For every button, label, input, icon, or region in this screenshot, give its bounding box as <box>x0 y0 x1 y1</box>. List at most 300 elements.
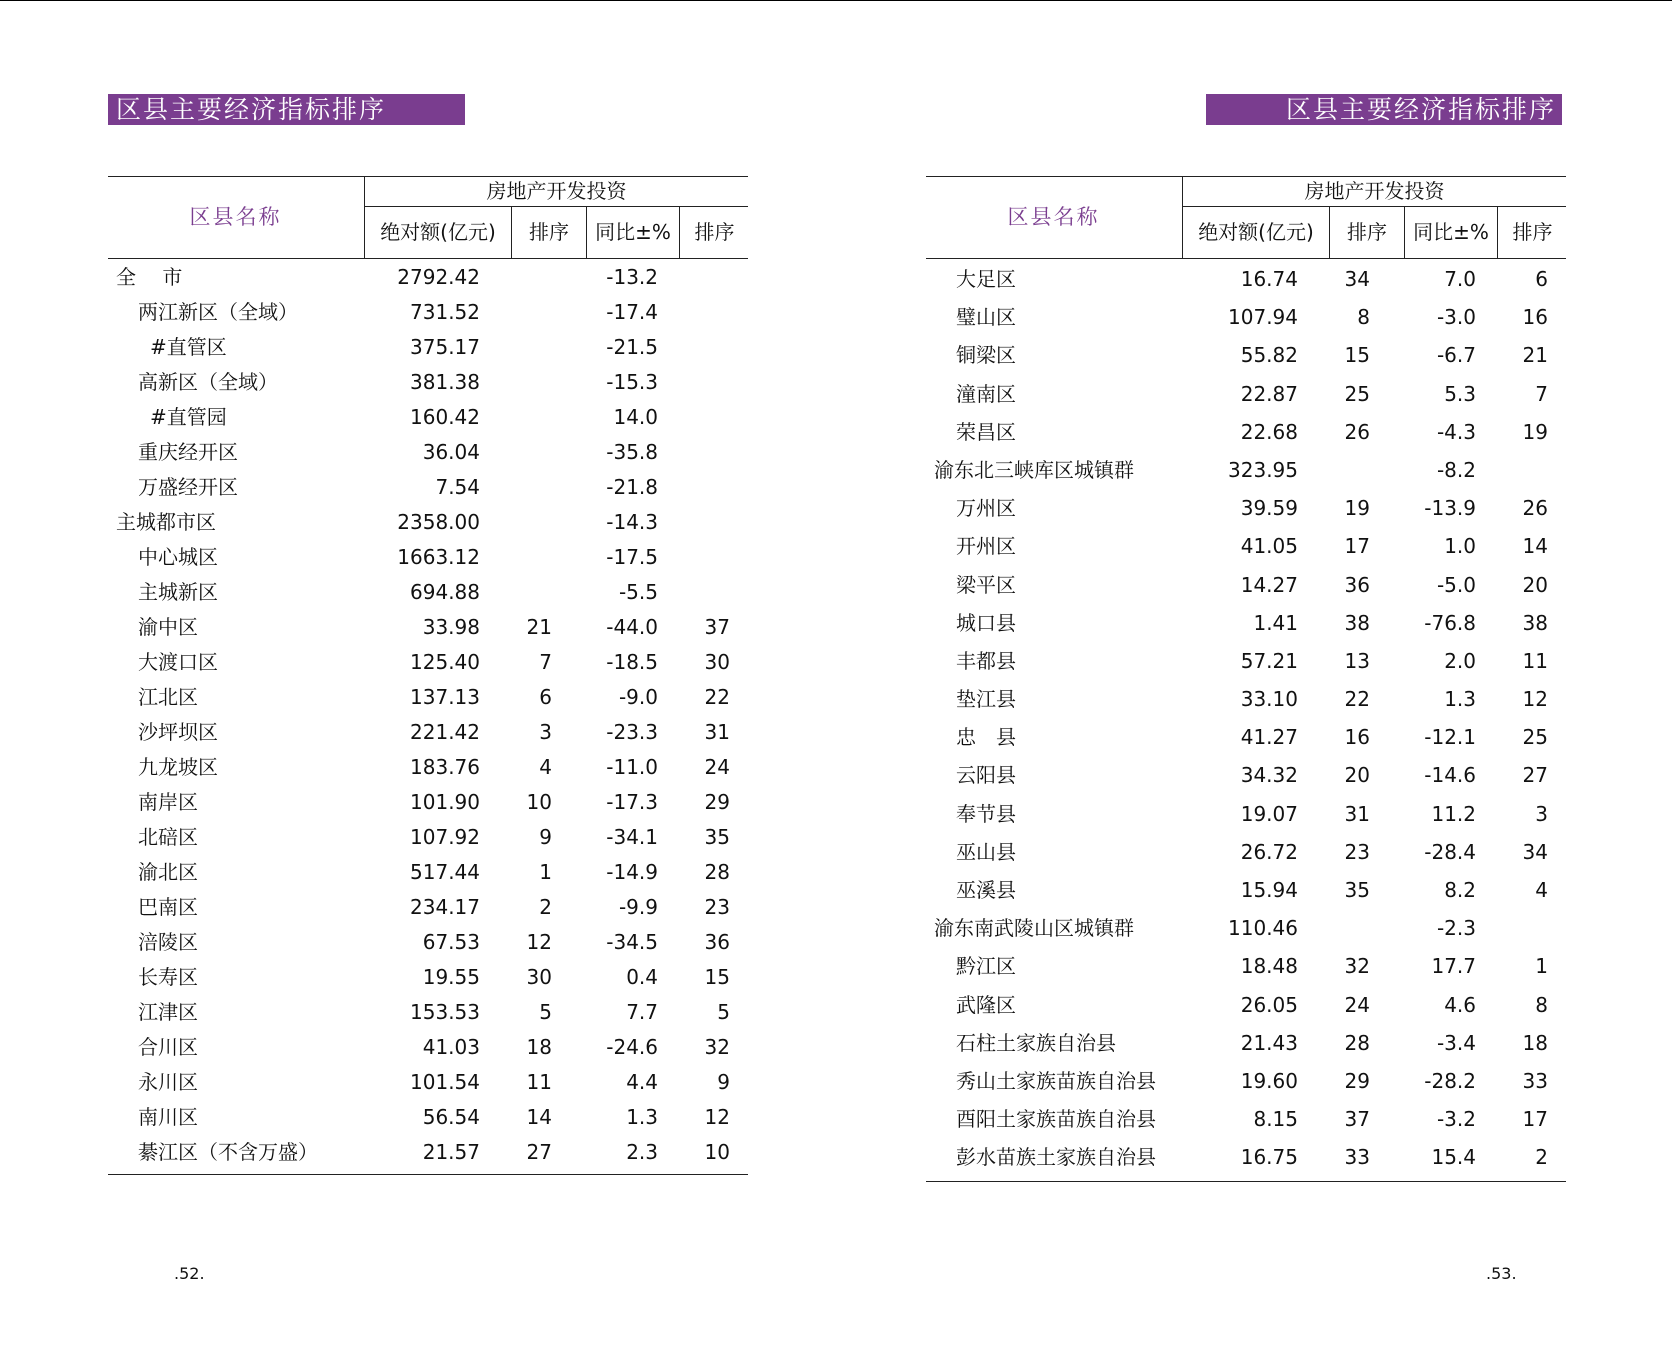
yoy-rank-cell: 21 <box>1522 343 1548 368</box>
yoy-change-cell: 4.6 <box>1444 992 1476 1017</box>
absolute-value-cell: 125.40 <box>410 650 480 674</box>
rank-cell: 37 <box>1344 1107 1370 1132</box>
column-header-name: 区县名称 <box>189 205 282 229</box>
yoy-change-cell: 1.0 <box>1444 534 1476 559</box>
rank-cell: 30 <box>526 965 552 989</box>
yoy-change-cell: -21.5 <box>606 335 658 359</box>
table-row <box>108 295 748 330</box>
yoy-change-cell: -9.9 <box>618 895 658 919</box>
yoy-rank-cell: 4 <box>1535 878 1548 902</box>
table-row <box>926 604 1566 642</box>
yoy-rank-cell: 17 <box>1522 1107 1548 1132</box>
district-name-cell: #直管园 <box>150 405 227 429</box>
rank-cell: 29 <box>1344 1068 1370 1093</box>
rank-cell: 17 <box>1344 534 1370 559</box>
table-body-right <box>926 260 1566 1177</box>
absolute-value-cell: 137.13 <box>410 685 480 709</box>
table-row <box>108 960 748 995</box>
yoy-rank-cell: 22 <box>704 685 730 709</box>
top-border-line <box>0 0 1672 1</box>
yoy-rank-cell: 30 <box>704 650 730 674</box>
yoy-rank-cell: 37 <box>704 615 730 639</box>
yoy-change-cell: 15.4 <box>1431 1145 1476 1170</box>
yoy-change-cell: 4.4 <box>626 1070 658 1094</box>
yoy-change-cell: 7.0 <box>1444 267 1476 291</box>
table-row <box>108 505 748 540</box>
table-row <box>108 400 748 435</box>
yoy-change-cell: -35.8 <box>606 440 658 464</box>
district-name-cell: 垫江县 <box>956 687 1016 712</box>
table-row <box>108 1100 748 1135</box>
yoy-rank-cell: 34 <box>1522 839 1548 864</box>
header-bottom-rule <box>926 258 1566 259</box>
table-row <box>926 986 1566 1024</box>
yoy-change-cell: -18.5 <box>606 650 658 674</box>
yoy-change-cell: -13.2 <box>606 265 658 289</box>
rank-cell: 35 <box>1344 878 1370 902</box>
district-name-cell: 江北区 <box>138 685 198 709</box>
yoy-change-cell: -11.0 <box>606 755 658 779</box>
absolute-value-cell: 14.27 <box>1240 572 1298 597</box>
table-row <box>108 610 748 645</box>
district-name-cell: 渝中区 <box>138 615 198 639</box>
absolute-value-cell: 15.94 <box>1240 878 1298 902</box>
yoy-change-cell: -14.9 <box>606 860 658 884</box>
table-header <box>108 176 748 258</box>
absolute-value-cell: 34.32 <box>1240 763 1298 788</box>
absolute-value-cell: 56.54 <box>422 1105 480 1129</box>
district-name-cell: 南岸区 <box>138 790 198 814</box>
table-row <box>926 909 1566 947</box>
district-name-cell: 彭水苗族土家族自治县 <box>956 1145 1156 1170</box>
absolute-value-cell: 8.15 <box>1253 1107 1298 1132</box>
table-row <box>926 718 1566 756</box>
absolute-value-cell: 33.98 <box>422 615 480 639</box>
absolute-value-cell: 381.38 <box>410 370 480 394</box>
rank-cell: 21 <box>526 615 552 639</box>
rank-cell: 14 <box>526 1105 552 1129</box>
district-name-cell: 渝北区 <box>138 860 198 884</box>
absolute-value-cell: 57.21 <box>1240 648 1298 673</box>
column-group-header: 房地产开发投资 <box>364 176 748 206</box>
rank-cell: 6 <box>539 685 552 709</box>
column-header-abs: 绝对额(亿元) <box>380 220 496 244</box>
yoy-change-cell: -17.4 <box>606 300 658 324</box>
yoy-change-cell: -4.3 <box>1436 419 1476 444</box>
yoy-rank-cell: 32 <box>704 1035 730 1059</box>
column-header-name: 区县名称 <box>1007 205 1100 229</box>
yoy-change-cell: -3.4 <box>1436 1030 1476 1055</box>
district-name-cell: 涪陵区 <box>138 930 198 954</box>
yoy-change-cell: -17.5 <box>606 545 658 569</box>
table-row <box>926 871 1566 909</box>
district-name-cell: 高新区（全域） <box>138 370 278 394</box>
yoy-rank-cell: 9 <box>717 1070 730 1094</box>
rank-cell: 27 <box>526 1140 552 1164</box>
table-row <box>108 1030 748 1065</box>
table-bottom-rule <box>108 1174 748 1175</box>
page-number-left: .52. <box>174 1264 205 1283</box>
table-row <box>108 540 748 575</box>
table-row <box>108 855 748 890</box>
yoy-change-cell: -23.3 <box>606 720 658 744</box>
rank-cell: 19 <box>1344 496 1370 521</box>
absolute-value-cell: 41.05 <box>1240 534 1298 559</box>
column-header-rank2: 排序 <box>679 207 749 258</box>
district-name-cell: 大足区 <box>956 267 1016 291</box>
table-row <box>108 1135 748 1170</box>
district-name-cell: 万盛经开区 <box>138 475 238 499</box>
absolute-value-cell: 26.05 <box>1240 992 1298 1017</box>
district-name-cell: 荣昌区 <box>956 419 1016 444</box>
yoy-rank-cell: 8 <box>1535 992 1548 1017</box>
yoy-change-cell: -24.6 <box>606 1035 658 1059</box>
page-number-right: .53. <box>1486 1264 1517 1283</box>
yoy-rank-cell: 1 <box>1535 954 1548 979</box>
absolute-value-cell: 1.41 <box>1253 610 1298 635</box>
rank-cell: 2 <box>539 895 552 919</box>
absolute-value-cell: 41.27 <box>1240 725 1298 750</box>
rank-cell: 7 <box>539 650 552 674</box>
district-name-cell: 合川区 <box>138 1035 198 1059</box>
yoy-rank-cell: 27 <box>1522 763 1548 788</box>
rank-cell: 28 <box>1344 1030 1370 1055</box>
rank-cell: 11 <box>526 1070 552 1094</box>
absolute-value-cell: 16.74 <box>1240 267 1298 291</box>
absolute-value-cell: 21.57 <box>422 1140 480 1164</box>
district-name-cell: 中心城区 <box>138 545 218 569</box>
rank-cell: 18 <box>526 1035 552 1059</box>
absolute-value-cell: 7.54 <box>435 475 480 499</box>
absolute-value-cell: 21.43 <box>1240 1030 1298 1055</box>
subheader-row <box>364 206 748 258</box>
district-name-cell: 南川区 <box>138 1105 198 1129</box>
absolute-value-cell: 221.42 <box>410 720 480 744</box>
rank-cell: 12 <box>526 930 552 954</box>
table-row <box>926 1062 1566 1100</box>
district-name-cell: 秀山土家族苗族自治县 <box>956 1068 1156 1093</box>
yoy-change-cell: 2.3 <box>626 1140 658 1164</box>
column-header-rank2: 排序 <box>1497 207 1567 258</box>
rank-cell: 26 <box>1344 419 1370 444</box>
table-row <box>926 413 1566 451</box>
yoy-rank-cell: 10 <box>704 1140 730 1164</box>
absolute-value-cell: 101.54 <box>410 1070 480 1094</box>
district-name-cell: #直管区 <box>150 335 227 359</box>
yoy-change-cell: 17.7 <box>1431 954 1476 979</box>
district-name-cell: 两江新区（全域） <box>138 300 298 324</box>
yoy-change-cell: -12.1 <box>1424 725 1476 750</box>
yoy-rank-cell: 15 <box>704 965 730 989</box>
yoy-rank-cell: 31 <box>704 720 730 744</box>
district-name-cell: 九龙坡区 <box>138 755 218 779</box>
table-row <box>926 1100 1566 1138</box>
yoy-rank-cell: 38 <box>1522 610 1548 635</box>
district-name-cell: 巫溪县 <box>956 878 1016 902</box>
yoy-change-cell: -5.5 <box>618 580 658 604</box>
absolute-value-cell: 110.46 <box>1228 916 1298 941</box>
absolute-value-cell: 731.52 <box>410 300 480 324</box>
section-banner: 区县主要经济指标排序 <box>108 94 465 125</box>
absolute-value-cell: 26.72 <box>1240 839 1298 864</box>
district-name-cell: 永川区 <box>138 1070 198 1094</box>
column-header-abs: 绝对额(亿元) <box>1198 220 1314 244</box>
district-name-cell: 全 市 <box>116 265 183 289</box>
rank-cell: 23 <box>1344 839 1370 864</box>
district-name-cell: 万州区 <box>956 496 1016 521</box>
absolute-value-cell: 55.82 <box>1240 343 1298 368</box>
yoy-change-cell: -3.0 <box>1436 305 1476 330</box>
table-row <box>108 435 748 470</box>
yoy-change-cell: -13.9 <box>1424 496 1476 521</box>
yoy-rank-cell: 24 <box>704 755 730 779</box>
table-row <box>108 820 748 855</box>
district-name-cell: 渝东北三峡库区城镇群 <box>934 457 1134 482</box>
absolute-value-cell: 67.53 <box>422 930 480 954</box>
district-name-cell: 武隆区 <box>956 992 1016 1017</box>
table-row <box>926 336 1566 374</box>
district-name-cell: 云阳县 <box>956 763 1016 788</box>
column-header-rank: 排序 <box>511 207 586 258</box>
table-row <box>108 785 748 820</box>
yoy-rank-cell: 18 <box>1522 1030 1548 1055</box>
rank-cell: 13 <box>1344 648 1370 673</box>
absolute-value-cell: 2792.42 <box>397 265 480 289</box>
district-name-cell: 渝东南武陵山区城镇群 <box>934 916 1134 941</box>
yoy-rank-cell: 12 <box>704 1105 730 1129</box>
yoy-rank-cell: 33 <box>1522 1068 1548 1093</box>
table-row <box>108 715 748 750</box>
rank-cell: 36 <box>1344 572 1370 597</box>
absolute-value-cell: 101.90 <box>410 790 480 814</box>
absolute-value-cell: 107.92 <box>410 825 480 849</box>
table-row <box>926 642 1566 680</box>
rank-cell: 33 <box>1344 1145 1370 1170</box>
yoy-change-cell: 11.2 <box>1431 801 1476 826</box>
table-row <box>926 833 1566 871</box>
table-row <box>108 750 748 785</box>
yoy-change-cell: -15.3 <box>606 370 658 394</box>
table-row <box>108 260 748 295</box>
rank-cell: 25 <box>1344 381 1370 406</box>
absolute-value-cell: 1663.12 <box>397 545 480 569</box>
yoy-rank-cell: 6 <box>1535 267 1548 291</box>
yoy-change-cell: 8.2 <box>1444 878 1476 902</box>
rank-cell: 16 <box>1344 725 1370 750</box>
table-row <box>926 566 1566 604</box>
district-name-cell: 铜梁区 <box>956 343 1016 368</box>
yoy-rank-cell: 2 <box>1535 1145 1548 1170</box>
yoy-change-cell: -14.3 <box>606 510 658 534</box>
rank-cell: 34 <box>1344 267 1370 291</box>
table-row <box>926 527 1566 565</box>
yoy-rank-cell: 23 <box>704 895 730 919</box>
absolute-value-cell: 517.44 <box>410 860 480 884</box>
rank-cell: 24 <box>1344 992 1370 1017</box>
table-row <box>926 1024 1566 1062</box>
absolute-value-cell: 160.42 <box>410 405 480 429</box>
yoy-change-cell: -28.4 <box>1424 839 1476 864</box>
table-row <box>926 947 1566 985</box>
district-name-cell: 巴南区 <box>138 895 198 919</box>
rank-cell: 1 <box>539 860 552 884</box>
section-banner: 区县主要经济指标排序 <box>1206 94 1562 125</box>
yoy-rank-cell: 7 <box>1535 381 1548 406</box>
absolute-value-cell: 183.76 <box>410 755 480 779</box>
absolute-value-cell: 36.04 <box>422 440 480 464</box>
yoy-change-cell: -3.2 <box>1436 1107 1476 1132</box>
district-name-cell: 石柱土家族自治县 <box>956 1030 1116 1055</box>
yoy-change-cell: -6.7 <box>1436 343 1476 368</box>
yoy-rank-cell: 20 <box>1522 572 1548 597</box>
district-name-cell: 丰都县 <box>956 648 1016 673</box>
absolute-value-cell: 694.88 <box>410 580 480 604</box>
yoy-change-cell: -5.0 <box>1436 572 1476 597</box>
yoy-rank-cell: 5 <box>717 1000 730 1024</box>
absolute-value-cell: 39.59 <box>1240 496 1298 521</box>
district-name-cell: 北碚区 <box>138 825 198 849</box>
column-header-yoy: 同比±% <box>586 207 679 258</box>
rank-cell: 22 <box>1344 687 1370 712</box>
district-name-cell: 长寿区 <box>138 965 198 989</box>
absolute-value-cell: 19.07 <box>1240 801 1298 826</box>
yoy-rank-cell: 35 <box>704 825 730 849</box>
table-row <box>108 365 748 400</box>
rank-cell: 5 <box>539 1000 552 1024</box>
absolute-value-cell: 375.17 <box>410 335 480 359</box>
yoy-change-cell: 1.3 <box>1444 687 1476 712</box>
absolute-value-cell: 19.60 <box>1240 1068 1298 1093</box>
yoy-change-cell: -21.8 <box>606 475 658 499</box>
yoy-change-cell: 0.4 <box>626 965 658 989</box>
yoy-change-cell: -9.0 <box>618 685 658 709</box>
absolute-value-cell: 33.10 <box>1240 687 1298 712</box>
yoy-rank-cell: 3 <box>1535 801 1548 826</box>
yoy-rank-cell: 12 <box>1522 687 1548 712</box>
table-row <box>108 470 748 505</box>
district-name-cell: 梁平区 <box>956 572 1016 597</box>
yoy-rank-cell: 36 <box>704 930 730 954</box>
yoy-change-cell: -44.0 <box>606 615 658 639</box>
district-name-cell: 奉节县 <box>956 801 1016 826</box>
table-row <box>926 1138 1566 1176</box>
yoy-change-cell: 1.3 <box>626 1105 658 1129</box>
absolute-value-cell: 18.48 <box>1240 954 1298 979</box>
district-name-cell: 开州区 <box>956 534 1016 559</box>
column-group-header: 房地产开发投资 <box>1182 176 1566 206</box>
table-row <box>108 645 748 680</box>
table-row <box>108 575 748 610</box>
yoy-change-cell: 14.0 <box>613 405 658 429</box>
yoy-change-cell: -28.2 <box>1424 1068 1476 1093</box>
subheader-row <box>1182 206 1566 258</box>
column-header-rank: 排序 <box>1329 207 1404 258</box>
district-name-cell: 酉阳土家族苗族自治县 <box>956 1107 1156 1132</box>
yoy-change-cell: -34.1 <box>606 825 658 849</box>
rank-cell: 38 <box>1344 610 1370 635</box>
rank-cell: 32 <box>1344 954 1370 979</box>
table-row <box>108 890 748 925</box>
table-header <box>926 176 1566 258</box>
yoy-change-cell: 7.7 <box>626 1000 658 1024</box>
district-name-cell: 江津区 <box>138 1000 198 1024</box>
absolute-value-cell: 16.75 <box>1240 1145 1298 1170</box>
table-row <box>108 1065 748 1100</box>
table-row <box>108 995 748 1030</box>
district-name-cell: 潼南区 <box>956 381 1016 406</box>
district-name-cell: 黔江区 <box>956 954 1016 979</box>
table-body-left <box>108 260 748 1170</box>
district-name-cell: 大渡口区 <box>138 650 218 674</box>
absolute-value-cell: 153.53 <box>410 1000 480 1024</box>
yoy-change-cell: -14.6 <box>1424 763 1476 788</box>
district-name-cell: 忠 县 <box>956 725 1016 750</box>
yoy-change-cell: -34.5 <box>606 930 658 954</box>
rank-cell: 9 <box>539 825 552 849</box>
yoy-change-cell: 5.3 <box>1444 381 1476 406</box>
absolute-value-cell: 41.03 <box>422 1035 480 1059</box>
rank-cell: 4 <box>539 755 552 779</box>
table-row <box>926 375 1566 413</box>
district-name-cell: 璧山区 <box>956 305 1016 330</box>
yoy-rank-cell: 25 <box>1522 725 1548 750</box>
yoy-change-cell: 2.0 <box>1444 648 1476 673</box>
table-row <box>926 795 1566 833</box>
header-bottom-rule <box>108 258 748 259</box>
yoy-rank-cell: 11 <box>1522 648 1548 673</box>
table-bottom-rule <box>926 1181 1566 1182</box>
district-name-cell: 巫山县 <box>956 839 1016 864</box>
yoy-rank-cell: 16 <box>1522 305 1548 330</box>
yoy-change-cell: -17.3 <box>606 790 658 814</box>
rank-cell: 20 <box>1344 763 1370 788</box>
yoy-change-cell: -8.2 <box>1436 457 1476 482</box>
rank-cell: 10 <box>526 790 552 814</box>
table-row <box>108 925 748 960</box>
table-row <box>926 680 1566 718</box>
absolute-value-cell: 323.95 <box>1228 457 1298 482</box>
absolute-value-cell: 234.17 <box>410 895 480 919</box>
yoy-rank-cell: 14 <box>1522 534 1548 559</box>
yoy-change-cell: -76.8 <box>1424 610 1476 635</box>
table-row <box>926 489 1566 527</box>
yoy-change-cell: -2.3 <box>1436 916 1476 941</box>
district-name-cell: 主城都市区 <box>116 510 216 534</box>
yoy-rank-cell: 28 <box>704 860 730 884</box>
absolute-value-cell: 22.68 <box>1240 419 1298 444</box>
absolute-value-cell: 107.94 <box>1228 305 1298 330</box>
district-name-cell: 沙坪坝区 <box>138 720 218 744</box>
rank-cell: 8 <box>1357 305 1370 330</box>
rank-cell: 3 <box>539 720 552 744</box>
table-row <box>926 298 1566 336</box>
rank-cell: 15 <box>1344 343 1370 368</box>
table-row <box>926 260 1566 298</box>
yoy-rank-cell: 19 <box>1522 419 1548 444</box>
column-header-yoy: 同比±% <box>1404 207 1497 258</box>
district-name-cell: 城口县 <box>956 610 1016 635</box>
district-name-cell: 主城新区 <box>138 580 218 604</box>
yoy-rank-cell: 29 <box>704 790 730 814</box>
district-name-cell: 重庆经开区 <box>138 440 238 464</box>
absolute-value-cell: 22.87 <box>1240 381 1298 406</box>
table-row <box>926 756 1566 794</box>
absolute-value-cell: 19.55 <box>422 965 480 989</box>
table-row <box>926 451 1566 489</box>
table-row <box>108 330 748 365</box>
district-name-cell: 綦江区（不含万盛） <box>138 1140 318 1164</box>
absolute-value-cell: 2358.00 <box>397 510 480 534</box>
